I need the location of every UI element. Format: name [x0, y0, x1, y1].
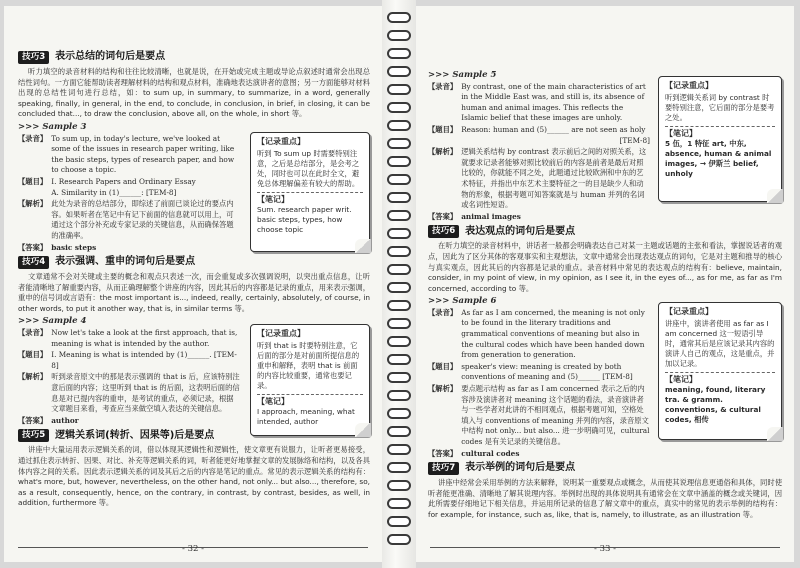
- note-notes-title: 【笔记】: [665, 126, 775, 139]
- answer-tag: 【答案】: [18, 242, 48, 252]
- section-6-header: [428, 225, 782, 238]
- note-title: 【记录重点】: [665, 306, 713, 316]
- note-notes: meaning, found, literary tra. & gramm. conventions, & cultural codes, 相传: [665, 384, 766, 424]
- section-7-badge: 技巧7: [428, 462, 459, 475]
- note-text: 讲座中，演讲者使用 as far as I am concerned 这一短语引导时，通常其后是应该记录其内容的演讲人自己的观点，这是重点，并加以记录。: [665, 318, 775, 368]
- answer-text: cultural codes: [461, 448, 520, 458]
- binding-ring-icon: [387, 462, 411, 473]
- section-6-paragraph: 在听力填空的录音材料中，讲话者一般都会明确表达自己对某一主题或话题的主张和看法，掌握说话者的观点，因此为了区分其体的客观事实和主观想法，文章中通常会出现表达观点的词句，它是对主题和推导的核心与真实观点，因此其后的内容都是记录的重点。录音材料中常见的表达观点的结构有：believe, maintain, consider, in my point of view, in my opinion, as I see it, in the eyes of..., as for me, as far as I'm concerned, according to 等。: [428, 241, 782, 293]
- sample-5-note-card: [658, 76, 782, 202]
- question-text: I. Meaning is what is intended by (1)______.: [51, 350, 212, 360]
- question-ref: [TEM-8]: [619, 135, 650, 145]
- sample-3-label: >>> Sample 3: [18, 121, 87, 132]
- section-7-paragraph: 讲座中经常会采用举例的方法来解释，说明某一重要观点或概念，从而使其说理信息更通俗和具体，同时使听者能更准确、清晰地了解其说理内容。举例时出现的具体说明具有通常会在文章中涵盖的概念或关键词，因此所需要仔细地记下相关信息，并运用所记录的信息了解文章中的重点，真实中的常见的表示举例的结构有：for example, for instance, such as, like, that is, namely, to illustrate, as an illustration 等。: [428, 478, 782, 519]
- note-title: 【记录重点】: [665, 80, 713, 90]
- binding-ring-icon: [387, 210, 411, 221]
- page-33-content: [428, 68, 782, 523]
- note-title: 【记录重点】: [257, 329, 305, 339]
- recording-text: Now let's take a look at the first approach, that is, meaning is what is intended by the author.: [51, 328, 238, 348]
- sample-6-analysis: [428, 384, 650, 448]
- sample-3-recording: [18, 134, 240, 176]
- recording-text: As far as I am concerned, the meaning is not only to be found in the literary traditions and grammatical conventions of meaning but also in the cultural codes which have been handed down from generation to generation.: [461, 307, 645, 360]
- binding-ring-icon: [387, 534, 411, 545]
- analysis-text: 要点题示结构 as far as I am concerned 表示之后的内容涉及演讲者对 meaning 这个话题的看法，录音演讲者与一些学者对此讲的不相同观点，根据考题可知，空格处填入与 conventions of meaning 并列的内容，录音原文中结构 not only... but also... 进一步明确可见，cultural codes 是有关记录的关键信息。: [461, 384, 650, 446]
- page-32: [4, 6, 382, 562]
- sample-4-recording: [18, 328, 240, 349]
- sample-4-label: >>> Sample 4: [18, 316, 87, 327]
- binding-ring-icon: [387, 30, 411, 41]
- sample-3-block: [18, 134, 370, 254]
- analysis-tag: 【解析】: [428, 384, 458, 394]
- page-curl-icon: [355, 239, 371, 253]
- question-line-2: A. Similarity in (1)______:: [51, 187, 144, 197]
- question-tag: 【题目】: [428, 124, 458, 134]
- binding-ring-icon: [387, 12, 411, 23]
- recording-tag: 【录音】: [428, 307, 458, 317]
- binding-ring-icon: [387, 444, 411, 455]
- recording-text: By contrast, one of the main characteristics of art in the Middle East was, and still is, its absence of human and animal images. This reflects the Islamic belief that these images are unholy.: [461, 81, 646, 123]
- sample-6-note-card: [658, 302, 782, 440]
- note-notes-title: 【笔记】: [665, 372, 775, 385]
- binding-ring-icon: [387, 480, 411, 491]
- section-7-header: [428, 462, 782, 475]
- sample-6-answer: [428, 449, 650, 460]
- analysis-tag: 【解析】: [18, 199, 48, 209]
- sample-4-note-card: [250, 324, 370, 436]
- sample-5-analysis: [428, 147, 650, 211]
- section-3-title: 表示总结的词句后是要点: [55, 51, 166, 63]
- section-3-paragraph: 听力填空的录音材料的结构和往往比较清晰，也就是说，在开始或完成主题或导论点叙述时通常会出现总结性词句。一方面它能帮助读者理解材料的结构和观点材料，准确地表达演讲者的意图；另一方面能够对材料出现的总结性词句进行总结，如：to sum up, in summary, to summarize, in a word, generally speaking, finally, in general, in the end, to conclude, in conclusion, in brief, in closing, it can be concluded that..., to draw the conclusion, above all, on the whole, in short 等。: [18, 67, 370, 119]
- binding-ring-icon: [387, 354, 411, 365]
- answer-tag: 【答案】: [428, 211, 458, 221]
- analysis-text: 此处为录音的总结部分，即综述了前面已谈论过的要点内容。如果听者在笔记中有记下前面的信息就可以用上，可通过这个部分补充或专家记录的关键信息，从而确保答题的准确率。: [51, 199, 234, 240]
- sample-6-label: >>> Sample 6: [428, 296, 497, 307]
- question-ref: [TEM-8]: [51, 350, 237, 370]
- answer-text: animal images: [461, 211, 521, 221]
- sample-5-block: [428, 82, 782, 223]
- note-title: 【记录重点】: [257, 136, 305, 146]
- note-notes: I approach, meaning, what intended, author: [257, 407, 355, 427]
- page-curl-icon: [767, 427, 783, 441]
- binding-ring-icon: [387, 138, 411, 149]
- binding-ring-icon: [387, 48, 411, 59]
- sample-5-question: [428, 125, 650, 146]
- analysis-text: 听到录音原文中的那是表示强调的 that is 后，应该特别注意后面的内容；这里听到 that is 的后面，这表明后面的信息是对已提内容的重申，是考试的重点，必须记录，根据文章题目来看，考查应当来做空填入表达的关键信息。: [51, 372, 240, 414]
- note-text: 听到逻辑关系词 by contrast 时要特别注意，它后面的部分是要考之处。: [665, 92, 775, 122]
- page-32-content: [18, 48, 370, 511]
- sample-5-label: >>> Sample 5: [428, 70, 497, 80]
- recording-tag: 【录音】: [18, 133, 48, 143]
- section-6-badge: 技巧6: [428, 225, 459, 238]
- question-tag: 【题目】: [18, 350, 48, 360]
- page-33: [416, 6, 794, 562]
- sample-4-question: [18, 350, 240, 371]
- section-4-header: [18, 256, 370, 269]
- sample-3-answer: [18, 243, 240, 254]
- binding-ring-icon: [387, 426, 411, 437]
- page-number-left: - 32 -: [182, 544, 204, 554]
- question-tag: 【题目】: [428, 361, 458, 371]
- question-text: Reason: human and (5)______ are not seen as holy: [461, 124, 646, 134]
- section-5-badge: 技巧5: [18, 429, 49, 442]
- question-ref: [TEM-8]: [602, 372, 633, 382]
- answer-tag: 【答案】: [428, 448, 458, 458]
- note-text: 听到 To sum up 时需要特别注意，之后是总结部分，是会考之处，同时也可以在此时全文，避免总体理解偏差有较大的帮助。: [257, 148, 360, 188]
- section-4-title: 表示强调、重申的词句后是要点: [55, 256, 196, 268]
- binding-ring-icon: [387, 156, 411, 167]
- sample-6-block: [428, 308, 782, 459]
- binding-ring-icon: [387, 408, 411, 419]
- analysis-tag: 【解析】: [18, 372, 48, 382]
- binding-ring-icon: [387, 192, 411, 203]
- binding-ring-icon: [387, 390, 411, 401]
- answer-text: author: [51, 415, 79, 425]
- binding-ring-icon: [387, 264, 411, 275]
- sample-6-question: [428, 362, 650, 383]
- note-text: 听到 that is 时要特别注意，它后面的部分是对前面所提信息的重申和解释，表明 that is 前面的内容比较重要，通常也要记录。: [257, 341, 360, 391]
- question-ref: [TEM-8]: [145, 187, 177, 197]
- note-notes-title: 【笔记】: [257, 192, 363, 205]
- sample-6-recording: [428, 308, 650, 361]
- note-notes: Sum. research paper writ. basic steps, types, how choose topic: [257, 204, 352, 234]
- question-tag: 【题目】: [18, 176, 48, 186]
- recording-text: To sum up, in today's lecture, we've looked at some of the issues in research paper writing, like the basic steps, types of research paper, and how to choose a topic.: [51, 133, 235, 175]
- sample-4-block: [18, 328, 370, 426]
- section-7-title: 表示举例的词句后是要点: [465, 462, 576, 474]
- section-5-title: 逻辑关系词(转折、因果等)后是要点: [55, 429, 215, 441]
- analysis-text: 逻辑关系结构 by contrast 表示前后之间的对照关系，这就要求记录者能够对照比较前后的内容是前者是最后对照比较的，你就能不同之处，此题通过比较欧洲和中东的艺术特征，并指出中东艺术主要特征之一的目是缺少人和动物的形象，根据考题可知答案就是与 human 并列的名词或名词性短语。: [461, 147, 647, 210]
- page-number-right: - 33 -: [594, 544, 616, 554]
- recording-tag: 【录音】: [18, 328, 48, 338]
- page-curl-icon: [767, 189, 783, 203]
- question-line-1: I. Research Papers and Ordinary Essay: [51, 176, 196, 186]
- binding-ring-icon: [387, 372, 411, 383]
- sample-3-question: [18, 177, 240, 198]
- binding-ring-icon: [387, 336, 411, 347]
- section-4-paragraph: 文章通常不会对关键或主要的概念和观点只表述一次，而会重复或多次强调说明，以突出重点信息，让听者能清晰地了解重要内容，从而正确理解整个讲座的内容，因此其后的内容都是记录的重点，用来表示强调，重申的信号词或言语有：the most important is..., indeed, really, certainly, absolutely, of course, in other words, to put it another way, that is, in similar terms 等。: [18, 272, 370, 313]
- sample-4-answer: [18, 416, 240, 427]
- section-6-title: 表达观点的词句后是要点: [465, 225, 576, 237]
- binding-ring-icon: [387, 84, 411, 95]
- sample-4-analysis: [18, 372, 240, 414]
- binding-ring-icon: [387, 102, 411, 113]
- binding-ring-icon: [387, 318, 411, 329]
- answer-tag: 【答案】: [18, 415, 48, 425]
- binding-ring-icon: [387, 66, 411, 77]
- answer-text: basic steps: [51, 242, 97, 252]
- analysis-tag: 【解析】: [428, 147, 458, 157]
- section-5-paragraph: 讲座中大量运用表示逻辑关系的词，借以体现其逻辑性和逻辑性，使文章更有说服力，让听者更易接受，通过抓住表示转折、因果、对比、补充等逻辑关系的词，听者能更好地掌握文章的发展脉络和结构，以及各具体内容之间的关系。因此表示逻辑关系的词及其后之后的内容是笔记的重点。常见的表示逻辑关系的结构有：what's more, but, however, nevertheless, on the other hand, not only... but also..., therefore, so, as a result, consequently, hence, on the contrary, in contrast, by contrast, besides, as well, in addition, furthermore 等。: [18, 445, 370, 508]
- binding-ring-icon: [387, 228, 411, 239]
- sample-3-note-card: [250, 132, 370, 252]
- sample-3-analysis: [18, 199, 240, 241]
- binding-ring-icon: [387, 246, 411, 257]
- page-curl-icon: [355, 423, 371, 437]
- binding-ring-icon: [387, 282, 411, 293]
- sample-5-recording: [428, 82, 650, 124]
- binding-ring-icon: [387, 300, 411, 311]
- binding-ring-icon: [387, 516, 411, 527]
- note-notes-title: 【笔记】: [257, 394, 363, 407]
- note-notes: 5 伍，1 特征 art, 中东, absence, human & animal images, → 伊斯兰 belief, unholy: [665, 138, 772, 178]
- section-3-header: [18, 51, 370, 64]
- section-3-badge: 技巧3: [18, 51, 49, 64]
- binding-ring-icon: [387, 498, 411, 509]
- question-text: speaker's view: meaning is created by both conventions of meaning and (5)______: [461, 361, 622, 382]
- section-4-badge: 技巧4: [18, 256, 49, 269]
- recording-tag: 【录音】: [428, 81, 458, 91]
- binding-ring-icon: [387, 120, 411, 131]
- sample-5-answer: [428, 212, 650, 223]
- binding-ring-icon: [387, 174, 411, 185]
